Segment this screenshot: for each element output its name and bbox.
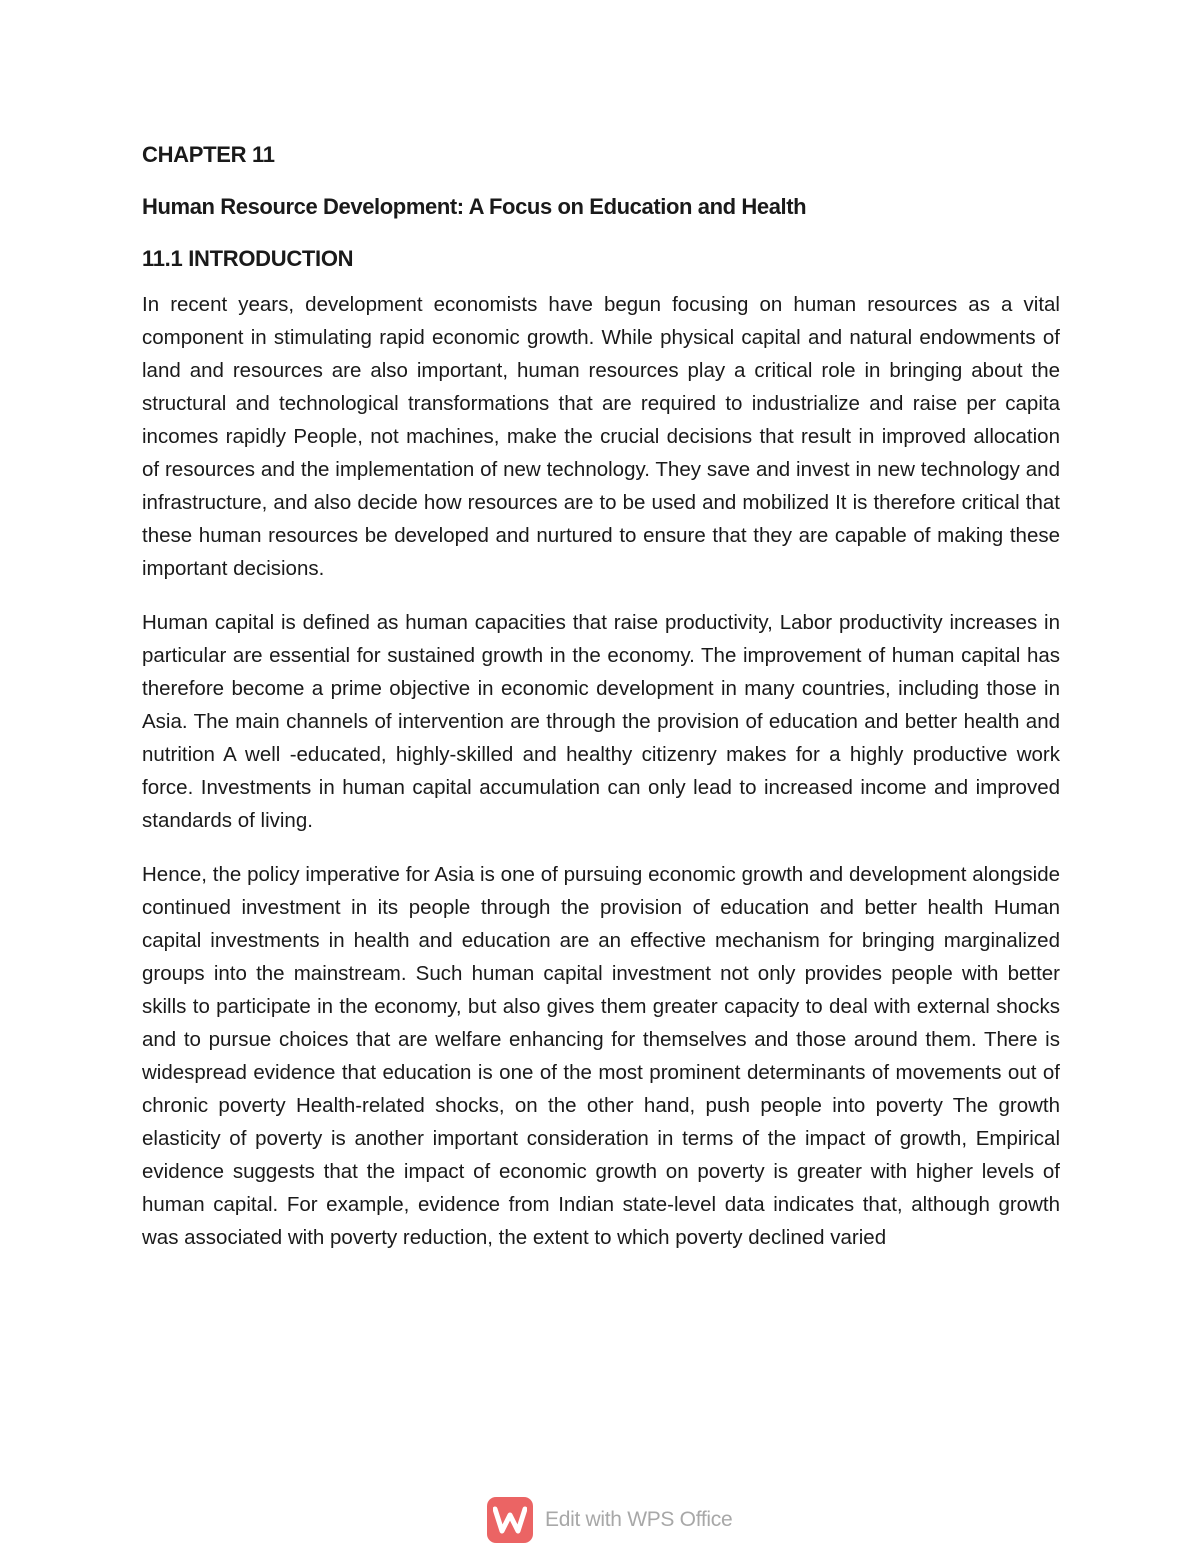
wps-logo-glyph xyxy=(493,1506,527,1534)
wps-footer-text: Edit with WPS Office xyxy=(545,1508,733,1531)
section-heading: 11.1 INTRODUCTION xyxy=(142,246,354,271)
body-paragraph: Human capital is defined as human capacities that raise productivity, Labor productivity increases in particular are essential for sustained growth in the economy. The improvement of human capital has therefore become a prime objective in economic development in many countries, including those in Asia. The main channels of intervention are through the provision of education and better health and nutrition A well -educated, highly-skilled and healthy citizenry makes for a highly productive work force. Investments in human capital accumulation can only lead to increased income and improved standards of living. xyxy=(142,611,1060,832)
chapter-title: Human Resource Development: A Focus on Education and Health xyxy=(142,194,807,219)
wps-logo-icon xyxy=(487,1497,533,1543)
body-paragraph: In recent years, development economists have begun focusing on human resources as a vital component in stimulating rapid economic growth. While physical capital and natural endowments of land and resources are also important, human resources play a critical role in bringing about the structural and technological transformations that are required to industrialize and raise per capita incomes rapidly People, not machines, make the crucial decisions that result in improved allocation of resources and the implementation of new technology. They save and invest in new technology and infrastructure, and also decide how resources are to be used and mobilized It is therefore critical that these human resources be developed and nurtured to ensure that they are capable of making these important decisions. xyxy=(142,293,1060,580)
body-paragraph: Hence, the policy imperative for Asia is one of pursuing economic growth and development alongside continued investment in its people through the provision of education and better health Human capital investments in health and education are an effective mechanism for bringing marginalized groups into the mainstream. Such human capital investment not only provides people with better skills to participate in the economy, but also gives them greater capacity to deal with external shocks and to pursue choices that are welfare enhancing for themselves and those around them. There is widespread evidence that education is one of the most prominent determinants of movements out of chronic poverty Health-related shocks, on the other hand, push people into poverty The growth elasticity of poverty is another important consideration in terms of the impact of growth, Empirical evidence suggests that the impact of economic growth on poverty is greater with higher levels of human capital. For example, evidence from Indian state-level data indicates that, although growth was associated with poverty reduction, the extent to which poverty declined varied xyxy=(142,863,1060,1249)
document-page xyxy=(142,138,1060,1275)
wps-footer-badge[interactable] xyxy=(487,1497,732,1543)
chapter-label: CHAPTER 11 xyxy=(142,142,275,167)
